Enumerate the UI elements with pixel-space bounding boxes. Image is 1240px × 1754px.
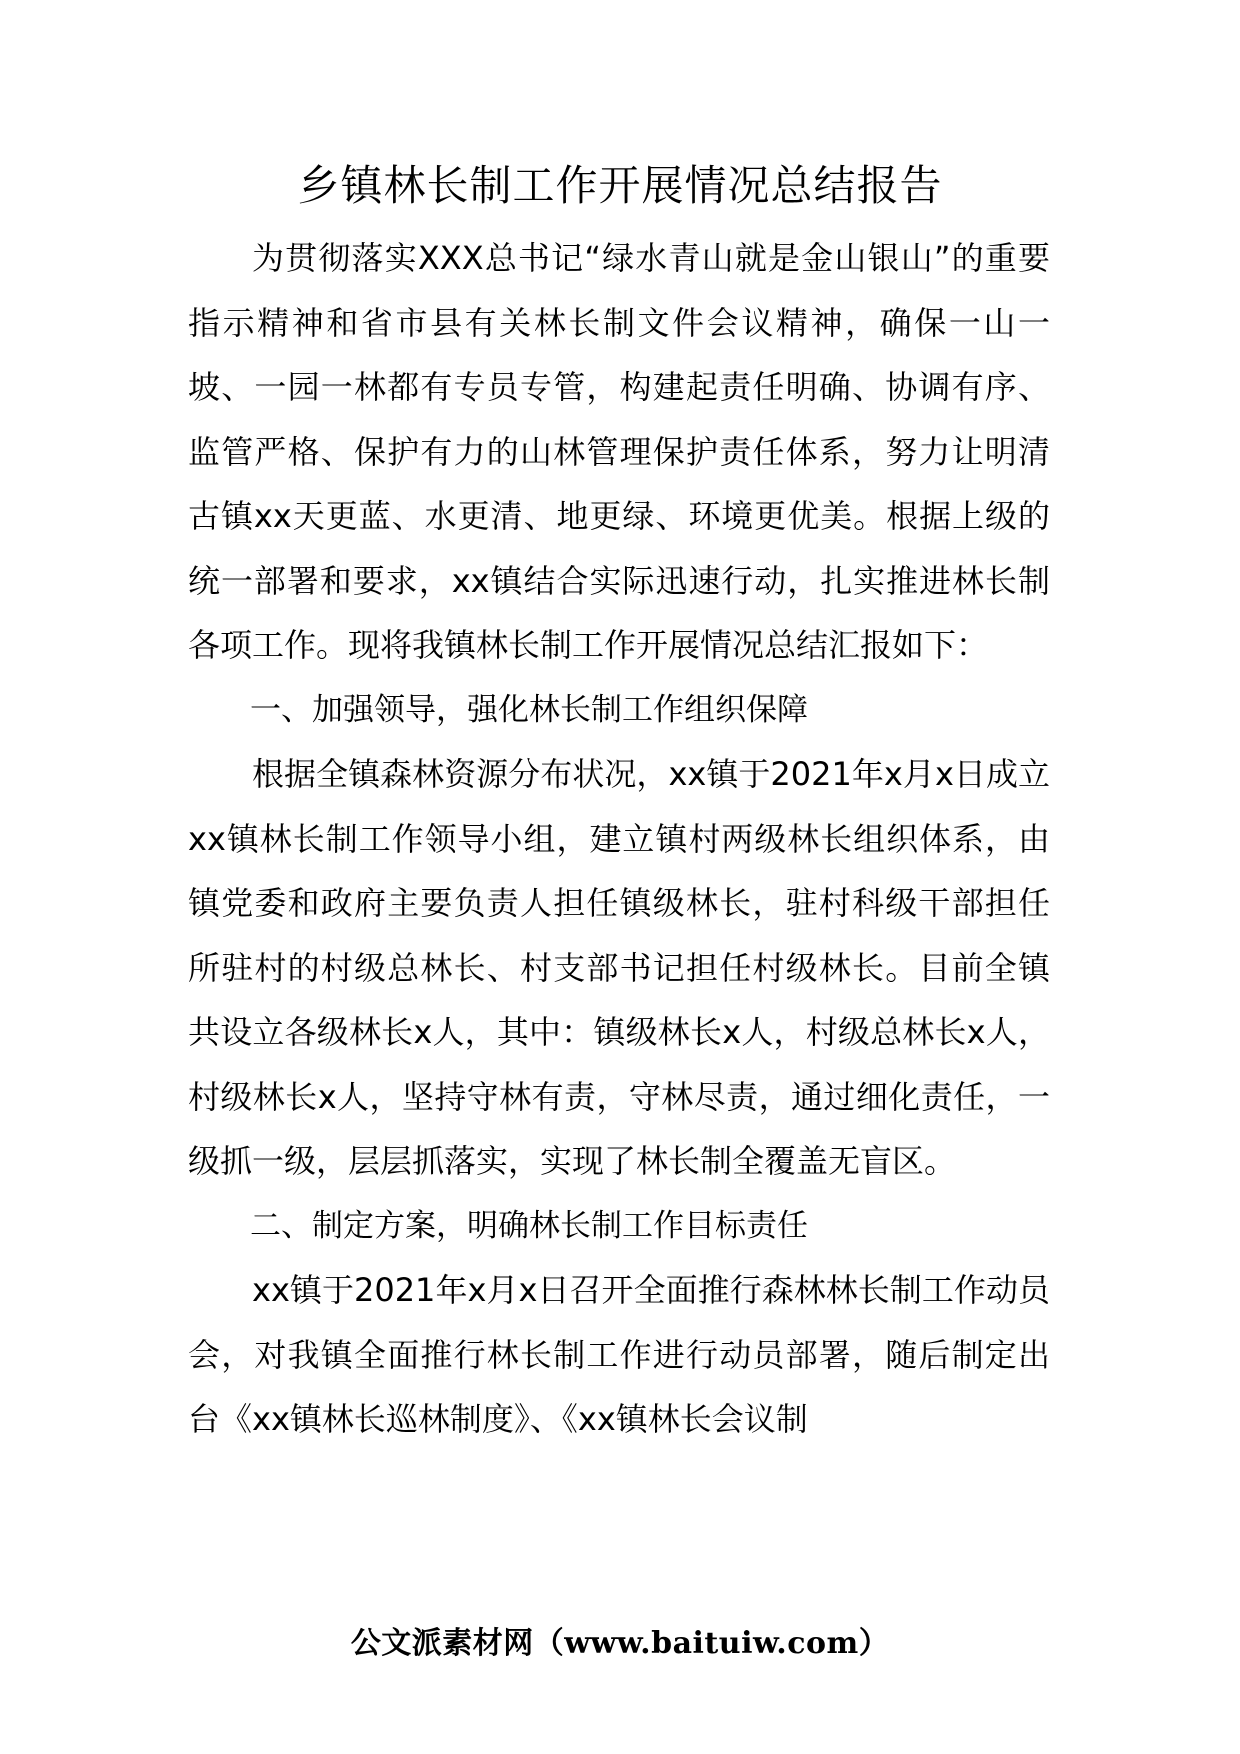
watermark-footer: 公文派素材网（www.baituiw.com）	[350, 1626, 890, 1661]
section-heading-2: 二、制定方案，明确林长制工作目标责任	[250, 1207, 808, 1244]
section-heading-1: 一、加强领导，强化林长制工作组织保障	[250, 691, 808, 728]
paragraph-intro: 为贯彻落实XXX总书记“绿水青山就是金山银山”的重要指示精神和省市县有关林长制文件会议精神，确保一山一坡、一园一林都有专员专管，构建起责任明确、协调有序、监管严格、保护有力的山林管理保护责任体系，努力让明清古镇xx天更蓝、水更清、地更绿、环境更优美。根据上级的统一部署和要求，xx镇结合实际迅速行动，扎实推进林长制各项工作。现将我镇林长制工作开展情况总结汇报如下：	[188, 239, 1050, 664]
paragraph-section-1: 根据全镇森林资源分布状况，xx镇于2021年x月x日成立xx镇林长制工作领导小组，建立镇村两级林长组织体系，由镇党委和政府主要负责人担任镇级林长，驻村科级干部担任所驻村的村级总林长、村支部书记担任村级林长。目前全镇共设立各级林长x人，其中：镇级林长x人，村级总林长x人，村级林长x人，坚持守林有责，守林尽责，通过细化责任，一级抓一级，层层抓落实，实现了林长制全覆盖无盲区。	[188, 755, 1050, 1180]
document-body	[188, 226, 1050, 1452]
document-title: 乡镇林长制工作开展情况总结报告	[297, 161, 943, 210]
paragraph-section-2: xx镇于2021年x月x日召开全面推行森林林长制工作动员会，对我镇全面推行林长制工作进行动员部署，随后制定出台《xx镇林长巡林制度》、《xx镇林长会议制	[188, 1271, 1050, 1438]
